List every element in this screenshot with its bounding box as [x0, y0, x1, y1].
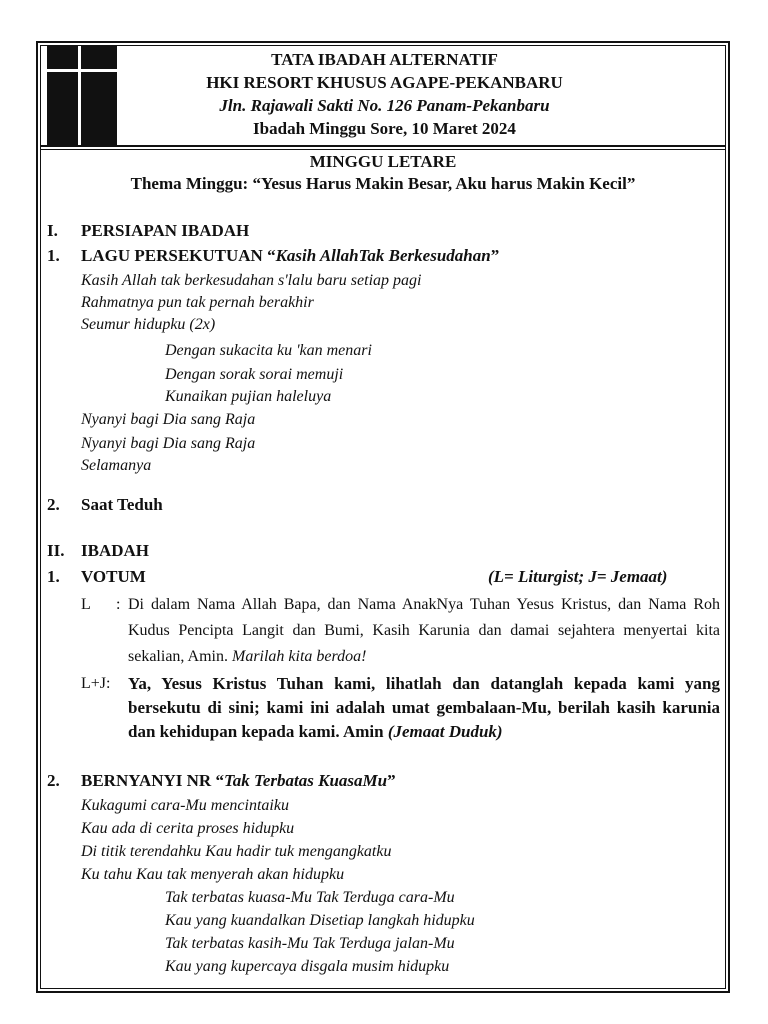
header-title: TATA IBADAH ALTERNATIF — [271, 50, 498, 69]
lyric-line: Kau yang kuandalkan Disetiap langkah hidupku — [165, 912, 475, 929]
lyric-line: Kunaikan pujian haleluya — [165, 388, 332, 405]
header-church: HKI RESORT KHUSUS AGAPE-PEKANBARU — [206, 73, 563, 92]
lyric-line: Kau yang kupercaya disgala musim hidupku — [165, 958, 450, 975]
header-address: Jln. Rajawali Sakti No. 126 Panam-Pekanbaru — [219, 96, 550, 115]
section-number: II. — [47, 541, 65, 560]
congregation-response: Ya, Yesus Kristus Tuhan kami, lihatlah dan datanglah kepada kami yang bersekutu di sini; kami ini adalah umat gembalaan-Mu, berilah kasih karunia dan kehidupan kepada kami. Amin (Jemaat Duduk) — [128, 674, 720, 741]
lyric-line: Dengan sukacita ku 'kan menari — [165, 342, 372, 359]
lyric-line: Selamanya — [81, 457, 152, 474]
item-number: 1. — [47, 246, 60, 265]
document-header — [117, 48, 652, 140]
header-divider-thin — [40, 149, 726, 150]
cross-logo-icon — [47, 46, 117, 147]
item-title: VOTUM — [81, 567, 146, 586]
header-divider — [40, 145, 726, 147]
lyric-line: Di titik terendahku Kau hadir tuk mengangkatku — [81, 843, 392, 860]
sunday-name: MINGGU LETARE — [309, 152, 457, 171]
lyric-line: Nyanyi bagi Dia sang Raja — [81, 411, 256, 428]
lyric-line: Kau ada di cerita proses hidupku — [81, 820, 295, 837]
item-number: 2. — [47, 495, 60, 514]
item-title: Saat Teduh — [81, 495, 163, 514]
song-title: BERNYANYI NR “Tak Terbatas KuasaMu” — [81, 771, 396, 790]
section-title: PERSIAPAN IBADAH — [81, 221, 250, 240]
lyric-line: Tak terbatas kasih-Mu Tak Terduga jalan-Mu — [165, 935, 455, 952]
sunday-theme: Thema Minggu: “Yesus Harus Makin Besar, Aku harus Makin Kecil” — [130, 174, 636, 193]
item-number: 2. — [47, 771, 60, 790]
lyric-line: Dengan sorak sorai memuji — [165, 366, 344, 383]
lyric-line: Kasih Allah tak berkesudahan s'lalu baru setiap pagi — [81, 272, 422, 289]
liturgist-congregation-label: L+J: — [81, 675, 111, 692]
lyric-line: Kukagumi cara-Mu mencintaiku — [81, 797, 289, 814]
liturgist-colon: : — [116, 596, 121, 613]
liturgist-label: L — [81, 596, 91, 613]
role-legend: (L= Liturgist; J= Jemaat) — [488, 567, 668, 586]
lyric-line: Nyanyi bagi Dia sang Raja — [81, 435, 256, 452]
lyric-line: Ku tahu Kau tak menyerah akan hidupku — [81, 866, 345, 883]
liturgist-text: Di dalam Nama Allah Bapa, dan Nama AnakNya Tuhan Yesus Kristus, dan Nama Roh Kudus Pencipta Langit dan Bumi, Kasih Karunia dan damai sejahtera menyertai kita sekalian, Amin. Marilah kita berdoa! — [128, 596, 720, 665]
section-title: IBADAH — [81, 541, 150, 560]
theme-block — [40, 151, 726, 195]
header-service-date: Ibadah Minggu Sore, 10 Maret 2024 — [253, 119, 516, 138]
section-number: I. — [47, 221, 58, 240]
item-number: 1. — [47, 567, 60, 586]
lyric-line: Seumur hidupku (2x) — [81, 316, 216, 333]
lyric-line: Rahmatnya pun tak pernah berakhir — [81, 294, 314, 311]
lyric-line: Tak terbatas kuasa-Mu Tak Terduga cara-Mu — [165, 889, 455, 906]
song-title: LAGU PERSEKUTUAN “Kasih AllahTak Berkesudahan” — [81, 246, 500, 265]
